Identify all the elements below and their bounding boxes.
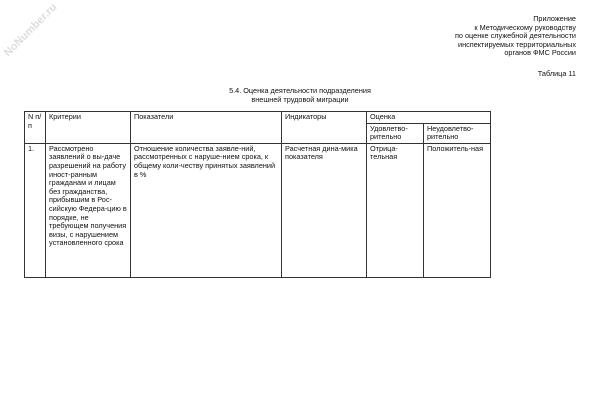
appendix-line: Приложение [533, 14, 576, 23]
table-number: Таблица 11 [537, 69, 576, 78]
cell-unsatisfactory: Положитель-ная [424, 143, 491, 277]
section-title [0, 87, 600, 104]
evaluation-table [24, 111, 491, 278]
appendix-note [455, 15, 576, 58]
header-unsatisfactory: Неудовлетво-рительно [424, 123, 491, 143]
title-line: 5.4. Оценка деятельности подразделения [229, 86, 371, 95]
appendix-line: по оценке служебной деятельности [454, 31, 576, 41]
cell-markers: Расчетная дина-мика показателя [282, 143, 367, 277]
appendix-line: инспектируемых территориальных [458, 39, 576, 49]
header-markers: Индикаторы [282, 112, 367, 144]
header-num: N п/п [25, 112, 46, 144]
header-criteria: Критерии [46, 112, 131, 144]
header-indicators: Показатели [131, 112, 282, 144]
table-row [25, 143, 491, 277]
appendix-line: к Методическому руководству [474, 22, 576, 32]
appendix-line: органов ФМС России [504, 48, 576, 58]
title-line: внешней трудовой миграции [251, 94, 349, 104]
cell-satisfactory: Отрица-тельная [367, 143, 424, 277]
cell-num: 1. [25, 143, 46, 277]
header-evaluation: Оценка [367, 112, 491, 124]
cell-criteria: Рассмотрено заявлений о вы-даче разрешений на работу иност-ранным гражданам и лицам без гражданства, прибывшим в Рос-сийскую Федера-цию в порядке, не требующем получения визы, с нарушением установленного срока [46, 143, 131, 277]
watermark: NoNumber.ru [1, 1, 60, 59]
cell-indicators: Отношение количества заявле-ний, рассмотренных с наруше-нием срока, к общему коли-честву принятых заявлений в % [131, 143, 282, 277]
header-satisfactory: Удовлетво-рительно [367, 123, 424, 143]
